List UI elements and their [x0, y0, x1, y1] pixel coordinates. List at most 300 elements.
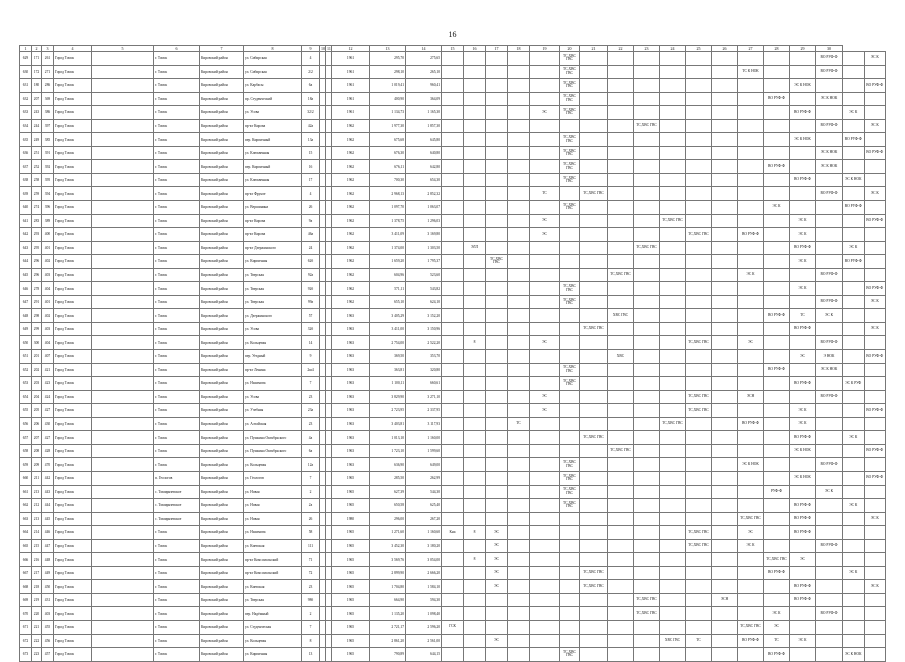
work-type-cell — [660, 79, 686, 93]
reg-number-cell: 243 — [32, 106, 42, 120]
locality-cell: г. Томск — [154, 648, 200, 662]
empty-cell — [92, 458, 154, 472]
work-type-cell: ЭС К НОК — [816, 92, 843, 106]
build-year-cell: 1965 — [332, 471, 370, 485]
work-type-cell — [686, 607, 712, 621]
build-year-cell: 1962 — [332, 268, 370, 282]
work-type-cell — [843, 485, 865, 499]
work-type-cell — [530, 52, 560, 66]
work-type-cell — [660, 309, 686, 323]
municipality-cell: Город Томск — [54, 79, 92, 93]
work-type-cell — [764, 119, 790, 133]
living-area-cell: 1 584,10 — [406, 580, 442, 594]
work-type-cell: ЭС К — [843, 566, 865, 580]
column-header: 27 — [738, 46, 764, 52]
municipality-cell: Город Томск — [54, 390, 92, 404]
house-number-cell: 4 — [302, 52, 320, 66]
locality-cell: г. Томск — [154, 79, 200, 93]
row-number-cell: 663 — [20, 512, 32, 526]
object-number-cell: 403 — [42, 268, 54, 282]
work-type-cell — [738, 404, 764, 418]
work-type-cell — [660, 119, 686, 133]
empty-cell — [92, 309, 154, 323]
municipality-cell: Город Томск — [54, 580, 92, 594]
work-type-cell: ЭС К — [790, 417, 816, 431]
row-number-cell: 630 — [20, 65, 32, 79]
work-type-cell — [608, 92, 634, 106]
row-number-cell: 639 — [20, 187, 32, 201]
row-number-cell: 670 — [20, 607, 32, 621]
work-type-cell — [580, 201, 608, 215]
row-number-cell: 647 — [20, 295, 32, 309]
object-number-cell: 470 — [42, 458, 54, 472]
total-area-cell: 700,30 — [370, 173, 406, 187]
reg-number-cell: 171 — [32, 52, 42, 66]
work-type-cell: ТС,ХВС ГВС — [634, 593, 660, 607]
work-type-cell: ТС,ХВС ГВС — [560, 106, 580, 120]
table-row — [20, 268, 886, 282]
district-cell: Кировский район — [200, 404, 244, 418]
street-cell: ул. Клюквенная — [244, 146, 302, 160]
municipality-cell: Город Томск — [54, 228, 92, 242]
reg-number-cell: 252 — [32, 160, 42, 174]
municipality-cell: Город Томск — [54, 160, 92, 174]
locality-cell: г. Томск — [154, 526, 200, 540]
locality-cell: с. Тимирязевское — [154, 512, 200, 526]
empty-cell — [92, 92, 154, 106]
work-type-cell — [442, 350, 464, 364]
build-year-cell: 1962 — [332, 119, 370, 133]
build-year-cell: 1961 — [332, 92, 370, 106]
work-type-cell — [634, 282, 660, 296]
work-type-cell: ТС,ХВС ГВС — [608, 444, 634, 458]
living-area-cell: 640,80 — [406, 146, 442, 160]
row-number-cell: 660 — [20, 471, 32, 485]
empty-cell — [92, 350, 154, 364]
work-type-cell: ЭС — [486, 580, 508, 594]
build-year-cell: 1963 — [332, 458, 370, 472]
work-type-cell — [764, 593, 790, 607]
build-year-cell: 1965 — [332, 553, 370, 567]
locality-cell: г. Томск — [154, 214, 200, 228]
work-type-cell — [738, 499, 764, 513]
street-cell: ул. Клюквенная — [244, 173, 302, 187]
work-type-cell — [764, 526, 790, 540]
row-number-cell: 656 — [20, 417, 32, 431]
object-number-cell: 421 — [42, 363, 54, 377]
work-type-cell — [464, 322, 486, 336]
row-number-cell: 635 — [20, 133, 32, 147]
work-type-cell — [580, 363, 608, 377]
work-type-cell — [864, 173, 886, 187]
total-area-cell: 2 899,90 — [370, 566, 406, 580]
work-type-cell — [864, 499, 886, 513]
work-type-cell — [712, 512, 738, 526]
municipality-cell: Город Томск — [54, 458, 92, 472]
work-type-cell — [580, 499, 608, 513]
build-year-cell: 1963 — [332, 404, 370, 418]
work-type-cell: ЭС — [790, 553, 816, 567]
reg-number-cell: 213 — [32, 512, 42, 526]
object-number-cell: 401 — [42, 241, 54, 255]
district-cell: Кировский район — [200, 322, 244, 336]
work-type-cell — [634, 539, 660, 553]
object-number-cell: 423 — [42, 377, 54, 391]
work-type-cell — [580, 607, 608, 621]
work-type-cell: ЭС — [738, 526, 764, 540]
build-year-cell: 1962 — [332, 173, 370, 187]
table-row — [20, 620, 886, 634]
work-type-cell — [464, 173, 486, 187]
work-type-cell — [608, 526, 634, 540]
reg-number-cell: 220 — [32, 607, 42, 621]
work-type-cell — [660, 580, 686, 594]
work-type-cell — [464, 620, 486, 634]
work-type-cell — [864, 201, 886, 215]
object-number-cell: 402 — [42, 309, 54, 323]
work-type-cell — [864, 309, 886, 323]
work-type-cell: ВО РУФ-Ф — [816, 187, 843, 201]
living-area-cell: 624,10 — [406, 295, 442, 309]
municipality-cell: Город Томск — [54, 404, 92, 418]
work-type-cell — [442, 106, 464, 120]
work-type-cell — [864, 92, 886, 106]
work-type-cell: ТС,ХВС ГВС — [560, 458, 580, 472]
work-type-cell — [738, 201, 764, 215]
house-number-cell: 12а — [302, 458, 320, 472]
work-type-cell: ВО РУФ-Ф — [816, 390, 843, 404]
house-number-cell: 7 — [302, 620, 320, 634]
municipality-cell: Город Томск — [54, 634, 92, 648]
work-type-cell — [816, 593, 843, 607]
reg-number-cell: 244 — [32, 119, 42, 133]
work-type-cell — [508, 580, 530, 594]
work-type-cell — [660, 241, 686, 255]
work-type-cell: ТС,ХВС ГВС — [764, 553, 790, 567]
work-type-cell — [508, 363, 530, 377]
table-row — [20, 255, 886, 269]
work-type-cell: ВО РУФ-Ф — [764, 566, 790, 580]
row-number-cell: 667 — [20, 566, 32, 580]
district-cell: Кировский район — [200, 309, 244, 323]
work-type-cell — [816, 580, 843, 594]
work-type-cell — [486, 363, 508, 377]
row-number-cell: 636 — [20, 146, 32, 160]
column-header: 16 — [464, 46, 486, 52]
work-type-cell — [712, 526, 738, 540]
work-type-cell — [864, 160, 886, 174]
work-type-cell — [634, 377, 660, 391]
work-type-cell — [660, 620, 686, 634]
work-type-cell — [486, 458, 508, 472]
work-type-cell — [712, 566, 738, 580]
work-type-cell — [686, 512, 712, 526]
table-row — [20, 282, 886, 296]
work-type-cell — [686, 363, 712, 377]
build-year-cell: 1965 — [332, 648, 370, 662]
build-year-cell: 1961 — [332, 65, 370, 79]
work-type-cell — [764, 336, 790, 350]
table-row — [20, 458, 886, 472]
work-type-cell — [608, 648, 634, 662]
work-type-cell: ТС,ХВС ГВС — [486, 255, 508, 269]
object-number-cell: 261 — [42, 52, 54, 66]
work-type-cell — [508, 553, 530, 567]
empty-cell — [92, 377, 154, 391]
object-number-cell: 369 — [42, 92, 54, 106]
living-area-cell: 2 596,20 — [406, 620, 442, 634]
reg-number-cell: 211 — [32, 471, 42, 485]
work-type-cell — [442, 566, 464, 580]
locality-cell: г. Томск — [154, 309, 200, 323]
row-number-cell: 637 — [20, 160, 32, 174]
total-area-cell: 650,58 — [370, 499, 406, 513]
work-type-cell: ТС,ХВС ГВС — [660, 214, 686, 228]
work-type-cell — [580, 444, 608, 458]
house-number-cell: 2/2 — [302, 65, 320, 79]
work-type-cell: ЭС К НОК — [816, 146, 843, 160]
house-number-cell: 4а — [302, 431, 320, 445]
work-type-cell — [634, 363, 660, 377]
work-type-cell: ТС,ХВС ГВС — [738, 512, 764, 526]
locality-cell: г. Томск — [154, 133, 200, 147]
empty-cell — [92, 79, 154, 93]
row-number-cell: 658 — [20, 444, 32, 458]
object-number-cell: 401 — [42, 295, 54, 309]
street-cell: пр-кт Кирова — [244, 228, 302, 242]
work-type-cell — [738, 322, 764, 336]
street-cell: ул. Кольцевая — [244, 336, 302, 350]
work-type-cell: ВО РУФ-Ф — [864, 282, 886, 296]
build-year-cell: 1963 — [332, 431, 370, 445]
work-type-cell — [686, 309, 712, 323]
work-type-cell — [486, 201, 508, 215]
object-number-cell: 446 — [42, 526, 54, 540]
work-type-cell — [486, 593, 508, 607]
house-number-cell: 7 — [302, 377, 320, 391]
object-number-cell: 404 — [42, 282, 54, 296]
work-type-cell — [816, 512, 843, 526]
work-type-cell: ЭС К — [738, 268, 764, 282]
build-year-cell: 1965 — [332, 607, 370, 621]
work-type-cell — [608, 431, 634, 445]
work-type-cell — [738, 431, 764, 445]
house-number-cell: 23 — [302, 580, 320, 594]
work-type-cell — [686, 92, 712, 106]
work-type-cell — [486, 322, 508, 336]
work-type-cell — [530, 620, 560, 634]
row-number-cell: 644 — [20, 255, 32, 269]
reg-number-cell: 223 — [32, 648, 42, 662]
work-type-cell — [464, 431, 486, 445]
house-number-cell: 14 — [302, 336, 320, 350]
work-type-cell — [442, 485, 464, 499]
reg-number-cell: 206 — [32, 417, 42, 431]
living-area-cell: 543,82 — [406, 282, 442, 296]
work-type-cell — [764, 173, 790, 187]
table-row — [20, 309, 886, 323]
object-number-cell: 391 — [42, 146, 54, 160]
reg-number-cell: 218 — [32, 580, 42, 594]
work-type-cell — [764, 499, 790, 513]
work-type-cell: ВО РУФ-Ф — [864, 146, 886, 160]
row-number-cell: 641 — [20, 214, 32, 228]
municipality-cell: Город Томск — [54, 119, 92, 133]
empty-cell — [92, 173, 154, 187]
work-type-cell — [843, 593, 865, 607]
work-type-cell: Э НОК — [816, 350, 843, 364]
locality-cell: г. Томск — [154, 146, 200, 160]
work-type-cell: ТС,ХВС ГВС — [560, 133, 580, 147]
work-type-cell — [686, 119, 712, 133]
empty-cell — [92, 553, 154, 567]
work-type-cell — [464, 607, 486, 621]
work-type-cell — [790, 119, 816, 133]
work-type-cell — [442, 187, 464, 201]
work-type-cell — [764, 539, 790, 553]
total-area-cell: 664,90 — [370, 593, 406, 607]
work-type-cell — [790, 65, 816, 79]
municipality-cell: Город Томск — [54, 92, 92, 106]
work-type-cell — [580, 458, 608, 472]
work-type-cell — [816, 214, 843, 228]
work-type-cell — [442, 431, 464, 445]
build-year-cell: 1962 — [332, 255, 370, 269]
build-year-cell: 1965 — [332, 634, 370, 648]
work-type-cell — [530, 566, 560, 580]
row-number-cell: 657 — [20, 431, 32, 445]
total-area-cell: 675,68 — [370, 133, 406, 147]
work-type-cell: ЭС — [486, 526, 508, 540]
empty-cell — [92, 295, 154, 309]
work-type-cell — [864, 566, 886, 580]
work-type-cell: ВО РУФ-Ф — [790, 431, 816, 445]
living-area-cell: 523,60 — [406, 268, 442, 282]
work-type-cell — [660, 512, 686, 526]
object-number-cell: 450 — [42, 580, 54, 594]
municipality-cell: Город Томск — [54, 146, 92, 160]
build-year-cell: 1961 — [332, 79, 370, 93]
work-type-cell — [508, 146, 530, 160]
work-type-cell: ВО РУФ-Ф — [816, 607, 843, 621]
build-year-cell: 1963 — [332, 322, 370, 336]
work-type-cell: ВО РУФ-Ф — [816, 458, 843, 472]
reg-number-cell: 212 — [32, 499, 42, 513]
work-type-cell — [790, 458, 816, 472]
work-type-cell — [580, 295, 608, 309]
house-number-cell: 2ш4 — [302, 363, 320, 377]
municipality-cell: Город Томск — [54, 295, 92, 309]
street-cell: ул. Кольцевая — [244, 458, 302, 472]
work-type-cell — [712, 173, 738, 187]
build-year-cell: 1962 — [332, 295, 370, 309]
locality-cell: г. Томск — [154, 553, 200, 567]
district-cell: Кировский район — [200, 160, 244, 174]
work-type-cell — [634, 160, 660, 174]
work-type-cell — [530, 119, 560, 133]
empty-cell — [92, 214, 154, 228]
work-type-cell — [608, 499, 634, 513]
work-type-cell: ЭС — [764, 620, 790, 634]
living-area-cell: 262,99 — [406, 471, 442, 485]
district-cell: Кировский район — [200, 553, 244, 567]
work-type-cell: ЭС К — [790, 228, 816, 242]
work-type-cell — [442, 512, 464, 526]
house-number-cell: 7 — [302, 471, 320, 485]
district-cell: Кировский район — [200, 485, 244, 499]
work-type-cell — [738, 566, 764, 580]
house-number-cell: 16 — [302, 160, 320, 174]
work-type-cell — [508, 295, 530, 309]
work-type-cell: ЭС — [738, 336, 764, 350]
work-type-cell: ЭС К — [864, 295, 886, 309]
work-type-cell: 8 — [464, 526, 486, 540]
work-type-cell — [712, 607, 738, 621]
row-number-cell: 671 — [20, 620, 32, 634]
work-type-cell: ВО РУФ-Ф — [864, 214, 886, 228]
work-type-cell — [560, 620, 580, 634]
row-number-cell: 633 — [20, 106, 32, 120]
work-type-cell — [660, 201, 686, 215]
work-type-cell: ВО РУФ-Ф — [864, 79, 886, 93]
row-number-cell: 631 — [20, 79, 32, 93]
work-type-cell — [530, 282, 560, 296]
work-type-cell: ТС,ХВС ГВС — [686, 228, 712, 242]
work-type-cell — [580, 526, 608, 540]
work-type-cell — [816, 133, 843, 147]
work-type-cell — [712, 282, 738, 296]
work-type-cell — [816, 377, 843, 391]
work-type-cell — [442, 282, 464, 296]
locality-cell: г. Томск — [154, 634, 200, 648]
object-number-cell: 443 — [42, 485, 54, 499]
reg-number-cell: 213 — [32, 485, 42, 499]
work-type-cell — [580, 52, 608, 66]
work-type-cell — [442, 295, 464, 309]
work-type-cell — [634, 92, 660, 106]
district-cell: Кировский район — [200, 65, 244, 79]
house-number-cell: 99а — [302, 295, 320, 309]
work-type-cell — [464, 471, 486, 485]
work-type-cell: ТС,ХВС ГВС — [660, 417, 686, 431]
build-year-cell: 1963 — [332, 377, 370, 391]
work-type-cell — [660, 92, 686, 106]
district-cell: Кировский район — [200, 417, 244, 431]
work-type-cell — [686, 241, 712, 255]
living-area-cell: 1 098,40 — [406, 607, 442, 621]
work-type-cell — [442, 322, 464, 336]
work-type-cell — [660, 404, 686, 418]
work-type-cell — [712, 444, 738, 458]
work-type-cell — [464, 566, 486, 580]
work-type-cell — [580, 133, 608, 147]
object-number-cell: 427 — [42, 431, 54, 445]
work-type-cell: ВО РУФ-Ф — [816, 52, 843, 66]
object-number-cell: 444 — [42, 499, 54, 513]
work-type-cell — [712, 485, 738, 499]
work-type-cell: ТС,ХВС ГВС — [560, 499, 580, 513]
total-area-cell: 1 100,11 — [370, 377, 406, 391]
work-type-cell — [738, 350, 764, 364]
table-row — [20, 133, 886, 147]
work-type-cell — [560, 512, 580, 526]
total-area-cell: 369,50 — [370, 350, 406, 364]
work-type-cell — [560, 309, 580, 323]
table-row — [20, 173, 886, 187]
work-type-cell: ВО РУФ-Ф — [790, 173, 816, 187]
work-type-cell — [486, 499, 508, 513]
work-type-cell — [442, 377, 464, 391]
